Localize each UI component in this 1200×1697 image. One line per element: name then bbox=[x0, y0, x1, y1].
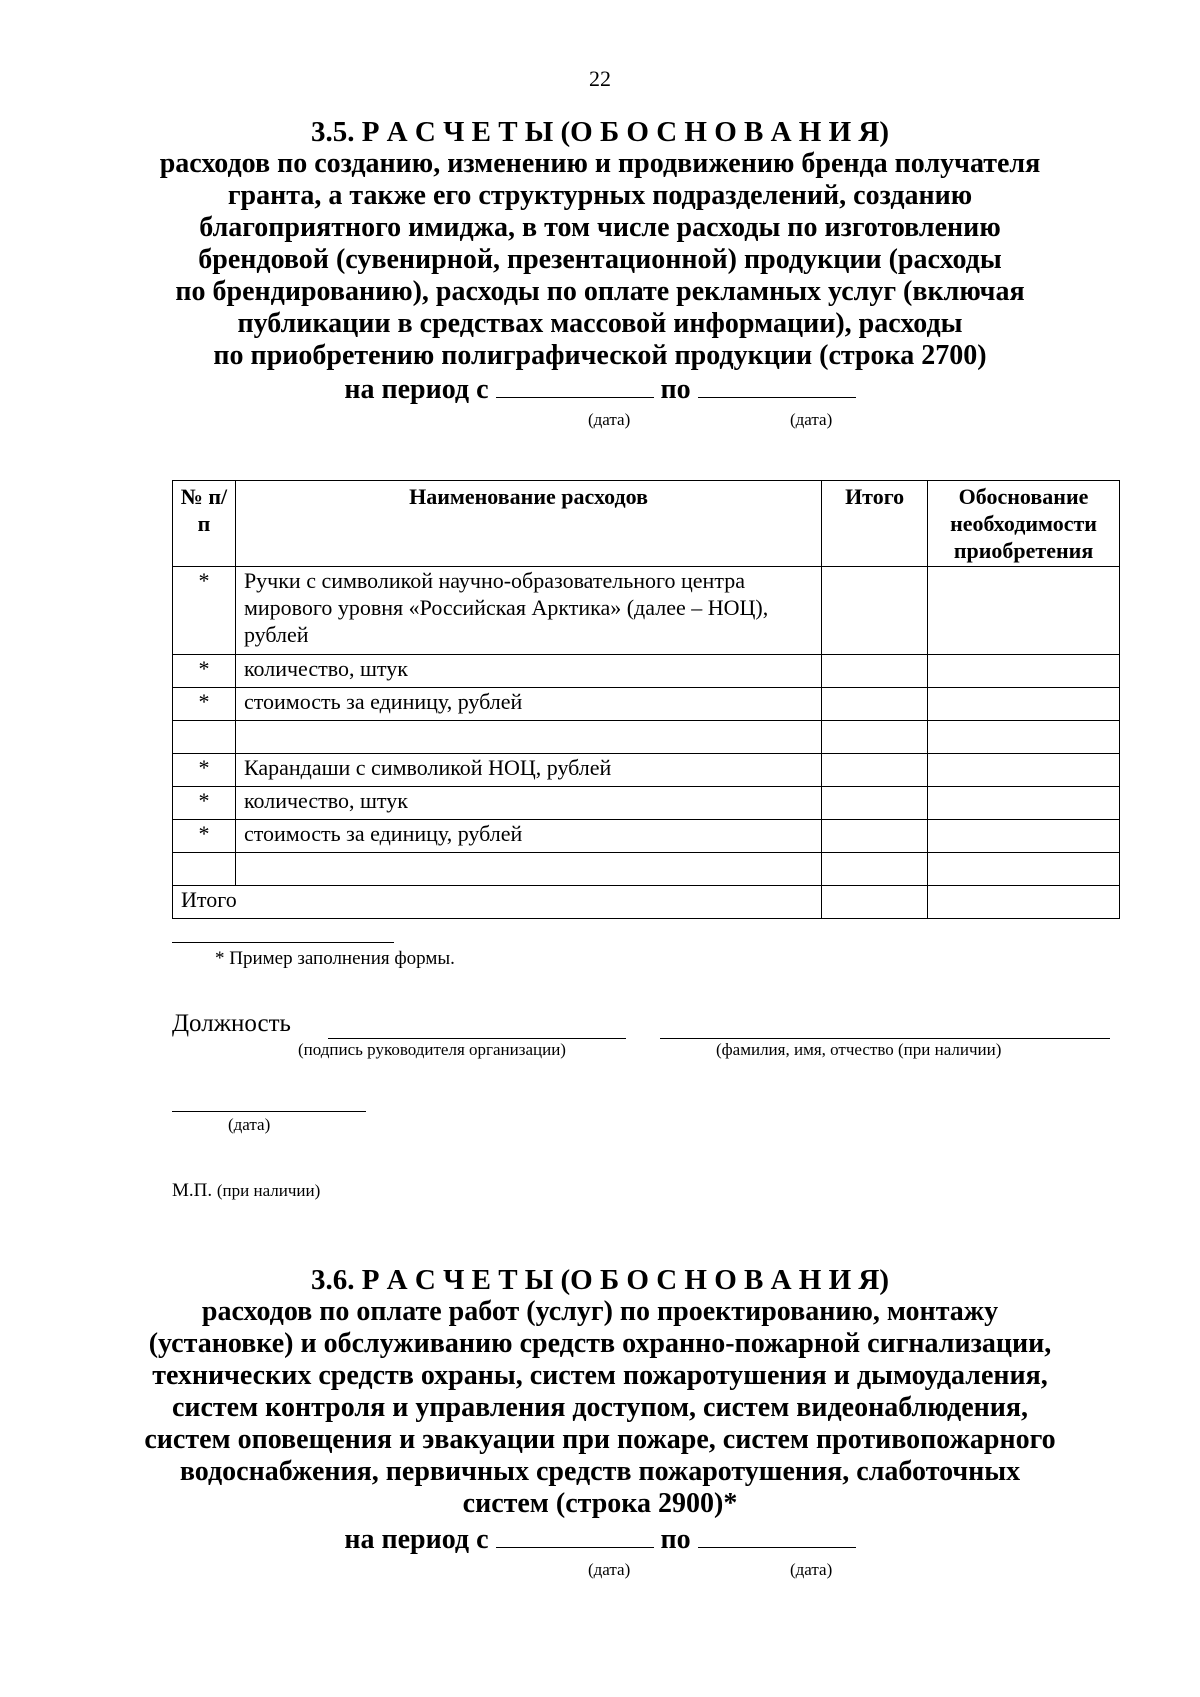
date-caption: (дата) bbox=[790, 1560, 833, 1579]
table-row bbox=[173, 688, 1120, 721]
period-middle: по bbox=[660, 374, 691, 405]
row-num: * bbox=[173, 655, 236, 688]
period-prefix: на период с bbox=[344, 1524, 489, 1555]
row-num: * bbox=[173, 754, 236, 787]
row-justification[interactable] bbox=[928, 820, 1120, 853]
total-value[interactable] bbox=[822, 886, 928, 919]
section-36-line: систем (строка 2900)* bbox=[462, 1488, 738, 1519]
table-row bbox=[173, 721, 1120, 754]
row-num: * bbox=[173, 688, 236, 721]
header-num: № п/п bbox=[173, 481, 236, 567]
stamp-label: М.П. bbox=[172, 1180, 213, 1201]
period-start-blank[interactable] bbox=[496, 392, 654, 398]
row-total[interactable] bbox=[822, 754, 928, 787]
row-total[interactable] bbox=[822, 655, 928, 688]
row-name: количество, штук bbox=[235, 655, 821, 688]
row-total[interactable] bbox=[822, 787, 928, 820]
total-label: Итого bbox=[173, 886, 822, 919]
section-36-line: систем оповещения и эвакуации при пожаре, систем противопожарного bbox=[144, 1424, 1056, 1455]
table-total-row bbox=[173, 886, 1120, 919]
section-36-heading bbox=[0, 1264, 1200, 1520]
period-prefix: на период с bbox=[344, 374, 489, 405]
row-name: стоимость за единицу, рублей bbox=[235, 688, 821, 721]
section-35-title: 3.5. Р А С Ч Е Т Ы (О Б О С Н О В А Н И Я) bbox=[310, 116, 890, 148]
row-name[interactable] bbox=[235, 853, 821, 886]
row-num bbox=[173, 853, 236, 886]
row-total[interactable] bbox=[822, 853, 928, 886]
row-justification[interactable] bbox=[928, 721, 1120, 754]
signature-line[interactable] bbox=[328, 1038, 626, 1039]
row-name[interactable] bbox=[235, 721, 821, 754]
section-36-line: (установке) и обслуживанию средств охранно-пожарной сигнализации, bbox=[148, 1328, 1052, 1359]
table-row bbox=[173, 853, 1120, 886]
row-num: * bbox=[173, 567, 236, 655]
table-row bbox=[173, 754, 1120, 787]
row-justification[interactable] bbox=[928, 688, 1120, 721]
row-total[interactable] bbox=[822, 567, 928, 655]
section-35-line: брендовой (сувенирной, презентационной) продукции (расходы bbox=[198, 244, 1002, 275]
row-num bbox=[173, 721, 236, 754]
signature-caption: (подпись руководителя организации) bbox=[298, 1040, 566, 1059]
row-total[interactable] bbox=[822, 820, 928, 853]
position-label: Должность bbox=[172, 1010, 291, 1037]
date-caption: (дата) bbox=[588, 410, 631, 429]
row-justification[interactable] bbox=[928, 754, 1120, 787]
total-justification[interactable] bbox=[928, 886, 1120, 919]
period-middle: по bbox=[660, 1524, 691, 1555]
table-row bbox=[173, 820, 1120, 853]
section-36-line: систем контроля и управления доступом, систем видеонаблюдения, bbox=[171, 1392, 1029, 1423]
row-num: * bbox=[173, 787, 236, 820]
row-name: стоимость за единицу, рублей bbox=[235, 820, 821, 853]
row-num: * bbox=[173, 820, 236, 853]
date-caption: (дата) bbox=[588, 1560, 631, 1579]
period-end-blank[interactable] bbox=[698, 1542, 856, 1548]
section-36-period bbox=[0, 1524, 1200, 1556]
section-36-title: 3.6. Р А С Ч Е Т Ы (О Б О С Н О В А Н И Я) bbox=[310, 1264, 890, 1296]
section-35-line: по брендированию), расходы по оплате рекламных услуг (включая bbox=[175, 276, 1025, 307]
date-caption: (дата) bbox=[790, 410, 833, 429]
header-justification: Обоснование необходимости приобретения bbox=[928, 481, 1120, 567]
period-start-blank[interactable] bbox=[496, 1542, 654, 1548]
header-total: Итого bbox=[822, 481, 928, 567]
signature-date-caption: (дата) bbox=[228, 1115, 271, 1134]
period-end-blank[interactable] bbox=[698, 392, 856, 398]
section-35-line: благоприятного имиджа, в том числе расходы по изготовлению bbox=[199, 212, 1001, 243]
section-35-line: гранта, а также его структурных подразделений, созданию bbox=[227, 180, 973, 211]
section-35-heading bbox=[0, 116, 1200, 372]
row-justification[interactable] bbox=[928, 853, 1120, 886]
stamp-placeholder bbox=[172, 1180, 320, 1202]
section-35-line: расходов по созданию, изменению и продвижению бренда получателя bbox=[159, 148, 1041, 179]
section-36-line: водоснабжения, первичных средств пожаротушения, слаботочных bbox=[179, 1456, 1021, 1487]
row-name: Ручки с символикой научно-образовательного центра мирового уровня «Российская Арктика» (далее – НОЦ), рублей bbox=[235, 567, 821, 655]
section-35-line: по приобретению полиграфической продукции (строка 2700) bbox=[213, 340, 987, 371]
costs-table bbox=[172, 480, 1120, 919]
row-total[interactable] bbox=[822, 688, 928, 721]
stamp-note: (при наличии) bbox=[216, 1181, 321, 1200]
table-row bbox=[173, 787, 1120, 820]
section-35-line: публикации в средствах массовой информации), расходы bbox=[237, 308, 963, 339]
section-35-period bbox=[0, 374, 1200, 406]
row-name: Карандаши с символикой НОЦ, рублей bbox=[235, 754, 821, 787]
full-name-caption: (фамилия, имя, отчество (при наличии) bbox=[716, 1040, 1002, 1059]
table-header-row bbox=[173, 481, 1120, 567]
section-36-line: технических средств охраны, систем пожаротушения и дымоудаления, bbox=[152, 1360, 1048, 1391]
row-justification[interactable] bbox=[928, 567, 1120, 655]
page-number: 22 bbox=[589, 66, 611, 91]
row-justification[interactable] bbox=[928, 787, 1120, 820]
row-total[interactable] bbox=[822, 721, 928, 754]
row-name: количество, штук bbox=[235, 787, 821, 820]
footnote: * Пример заполнения формы. bbox=[215, 948, 455, 969]
footnote-divider bbox=[172, 942, 394, 943]
table-row bbox=[173, 655, 1120, 688]
section-36-line: расходов по оплате работ (услуг) по проектированию, монтажу bbox=[201, 1296, 999, 1327]
full-name-line[interactable] bbox=[660, 1038, 1110, 1039]
signature-date-line[interactable] bbox=[172, 1111, 366, 1112]
table-row bbox=[173, 567, 1120, 655]
header-name: Наименование расходов bbox=[235, 481, 821, 567]
row-justification[interactable] bbox=[928, 655, 1120, 688]
